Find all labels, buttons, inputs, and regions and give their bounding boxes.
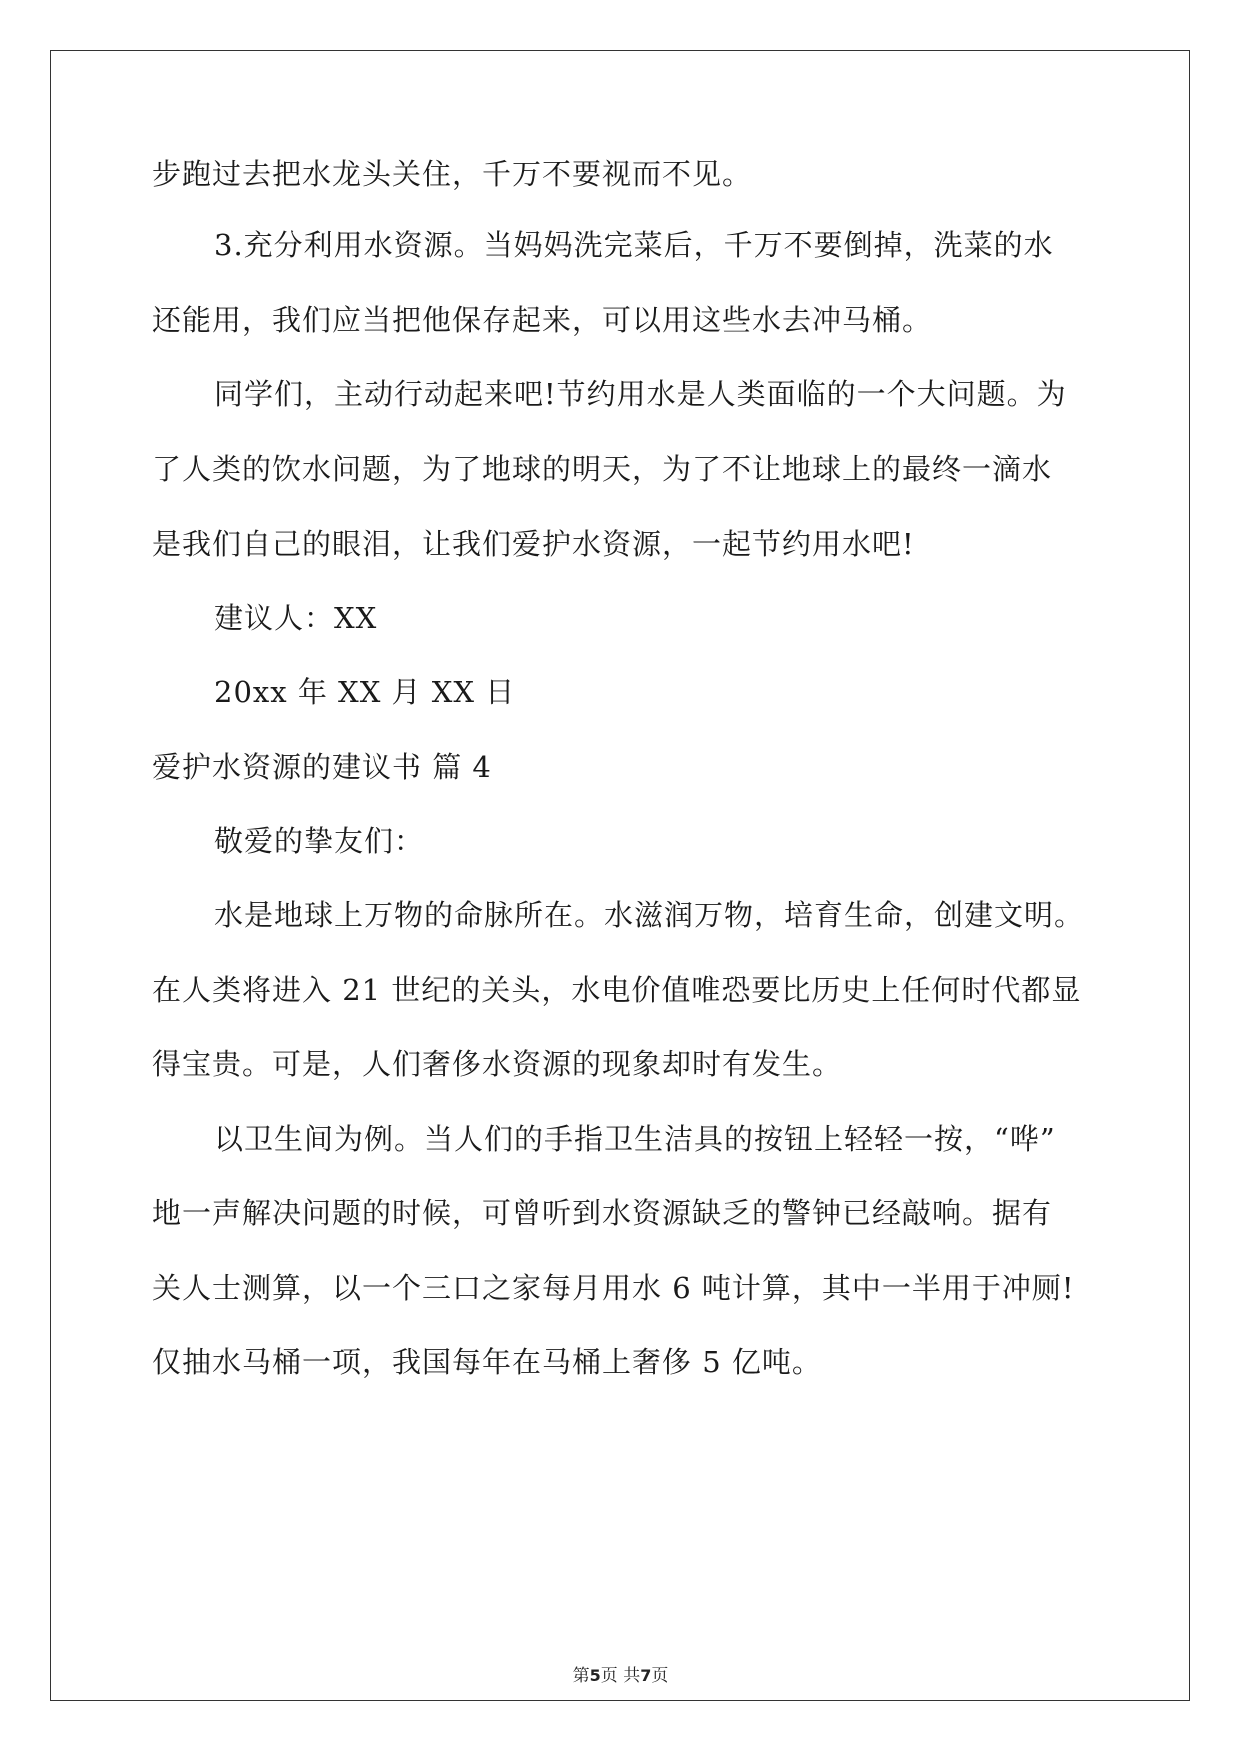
total-page-number: 7 bbox=[640, 1666, 652, 1685]
page-frame bbox=[50, 50, 1190, 1701]
text-line: 3.充分利用水资源。当妈妈洗完菜后，千万不要倒掉，洗菜的水 bbox=[214, 228, 1054, 262]
text-line: 在人类将进入 21 世纪的关头，水电价值唯恐要比历史上任何时代都显 bbox=[152, 973, 1082, 1007]
text-line: 同学们，主动行动起来吧!节约用水是人类面临的一个大问题。为 bbox=[214, 377, 1067, 411]
page-footer bbox=[0, 1661, 1241, 1686]
text-line: 水是地球上万物的命脉所在。水滋润万物，培育生命，创建文明。 bbox=[214, 898, 1085, 932]
page-prefix: 第 bbox=[572, 1666, 590, 1686]
current-page-number: 5 bbox=[589, 1666, 601, 1685]
text-line: 20xx 年 XX 月 XX 日 bbox=[214, 675, 516, 709]
text-line: 步跑过去把水龙头关住，千万不要视而不见。 bbox=[152, 157, 753, 191]
text-line: 敬爱的挚友们： bbox=[214, 824, 425, 858]
text-line: 得宝贵。可是，人们奢侈水资源的现象却时有发生。 bbox=[152, 1047, 843, 1081]
page-suffix: 页 bbox=[651, 1666, 669, 1686]
page-mid: 页 共 bbox=[600, 1666, 641, 1686]
text-line: 仅抽水马桶一项，我国每年在马桶上奢侈 5 亿吨。 bbox=[152, 1345, 822, 1379]
text-line: 建议人：XX bbox=[214, 601, 378, 635]
text-line: 了人类的饮水问题，为了地球的明天，为了不让地球上的最终一滴水 bbox=[152, 452, 1053, 486]
text-line: 还能用，我们应当把他保存起来，可以用这些水去冲马桶。 bbox=[152, 303, 933, 337]
text-line: 是我们自己的眼泪，让我们爱护水资源，一起节约用水吧! bbox=[152, 527, 915, 561]
text-line: 以卫生间为例。当人们的手指卫生洁具的按钮上轻轻一按，“哗” bbox=[214, 1122, 1056, 1156]
section-heading: 爱护水资源的建议书 篇 4 bbox=[152, 750, 492, 784]
text-line: 地一声解决问题的时候，可曾听到水资源缺乏的警钟已经敲响。据有 bbox=[152, 1196, 1053, 1230]
text-line: 关人士测算，以一个三口之家每月用水 6 吨计算，其中一半用于冲厕! bbox=[152, 1271, 1075, 1305]
